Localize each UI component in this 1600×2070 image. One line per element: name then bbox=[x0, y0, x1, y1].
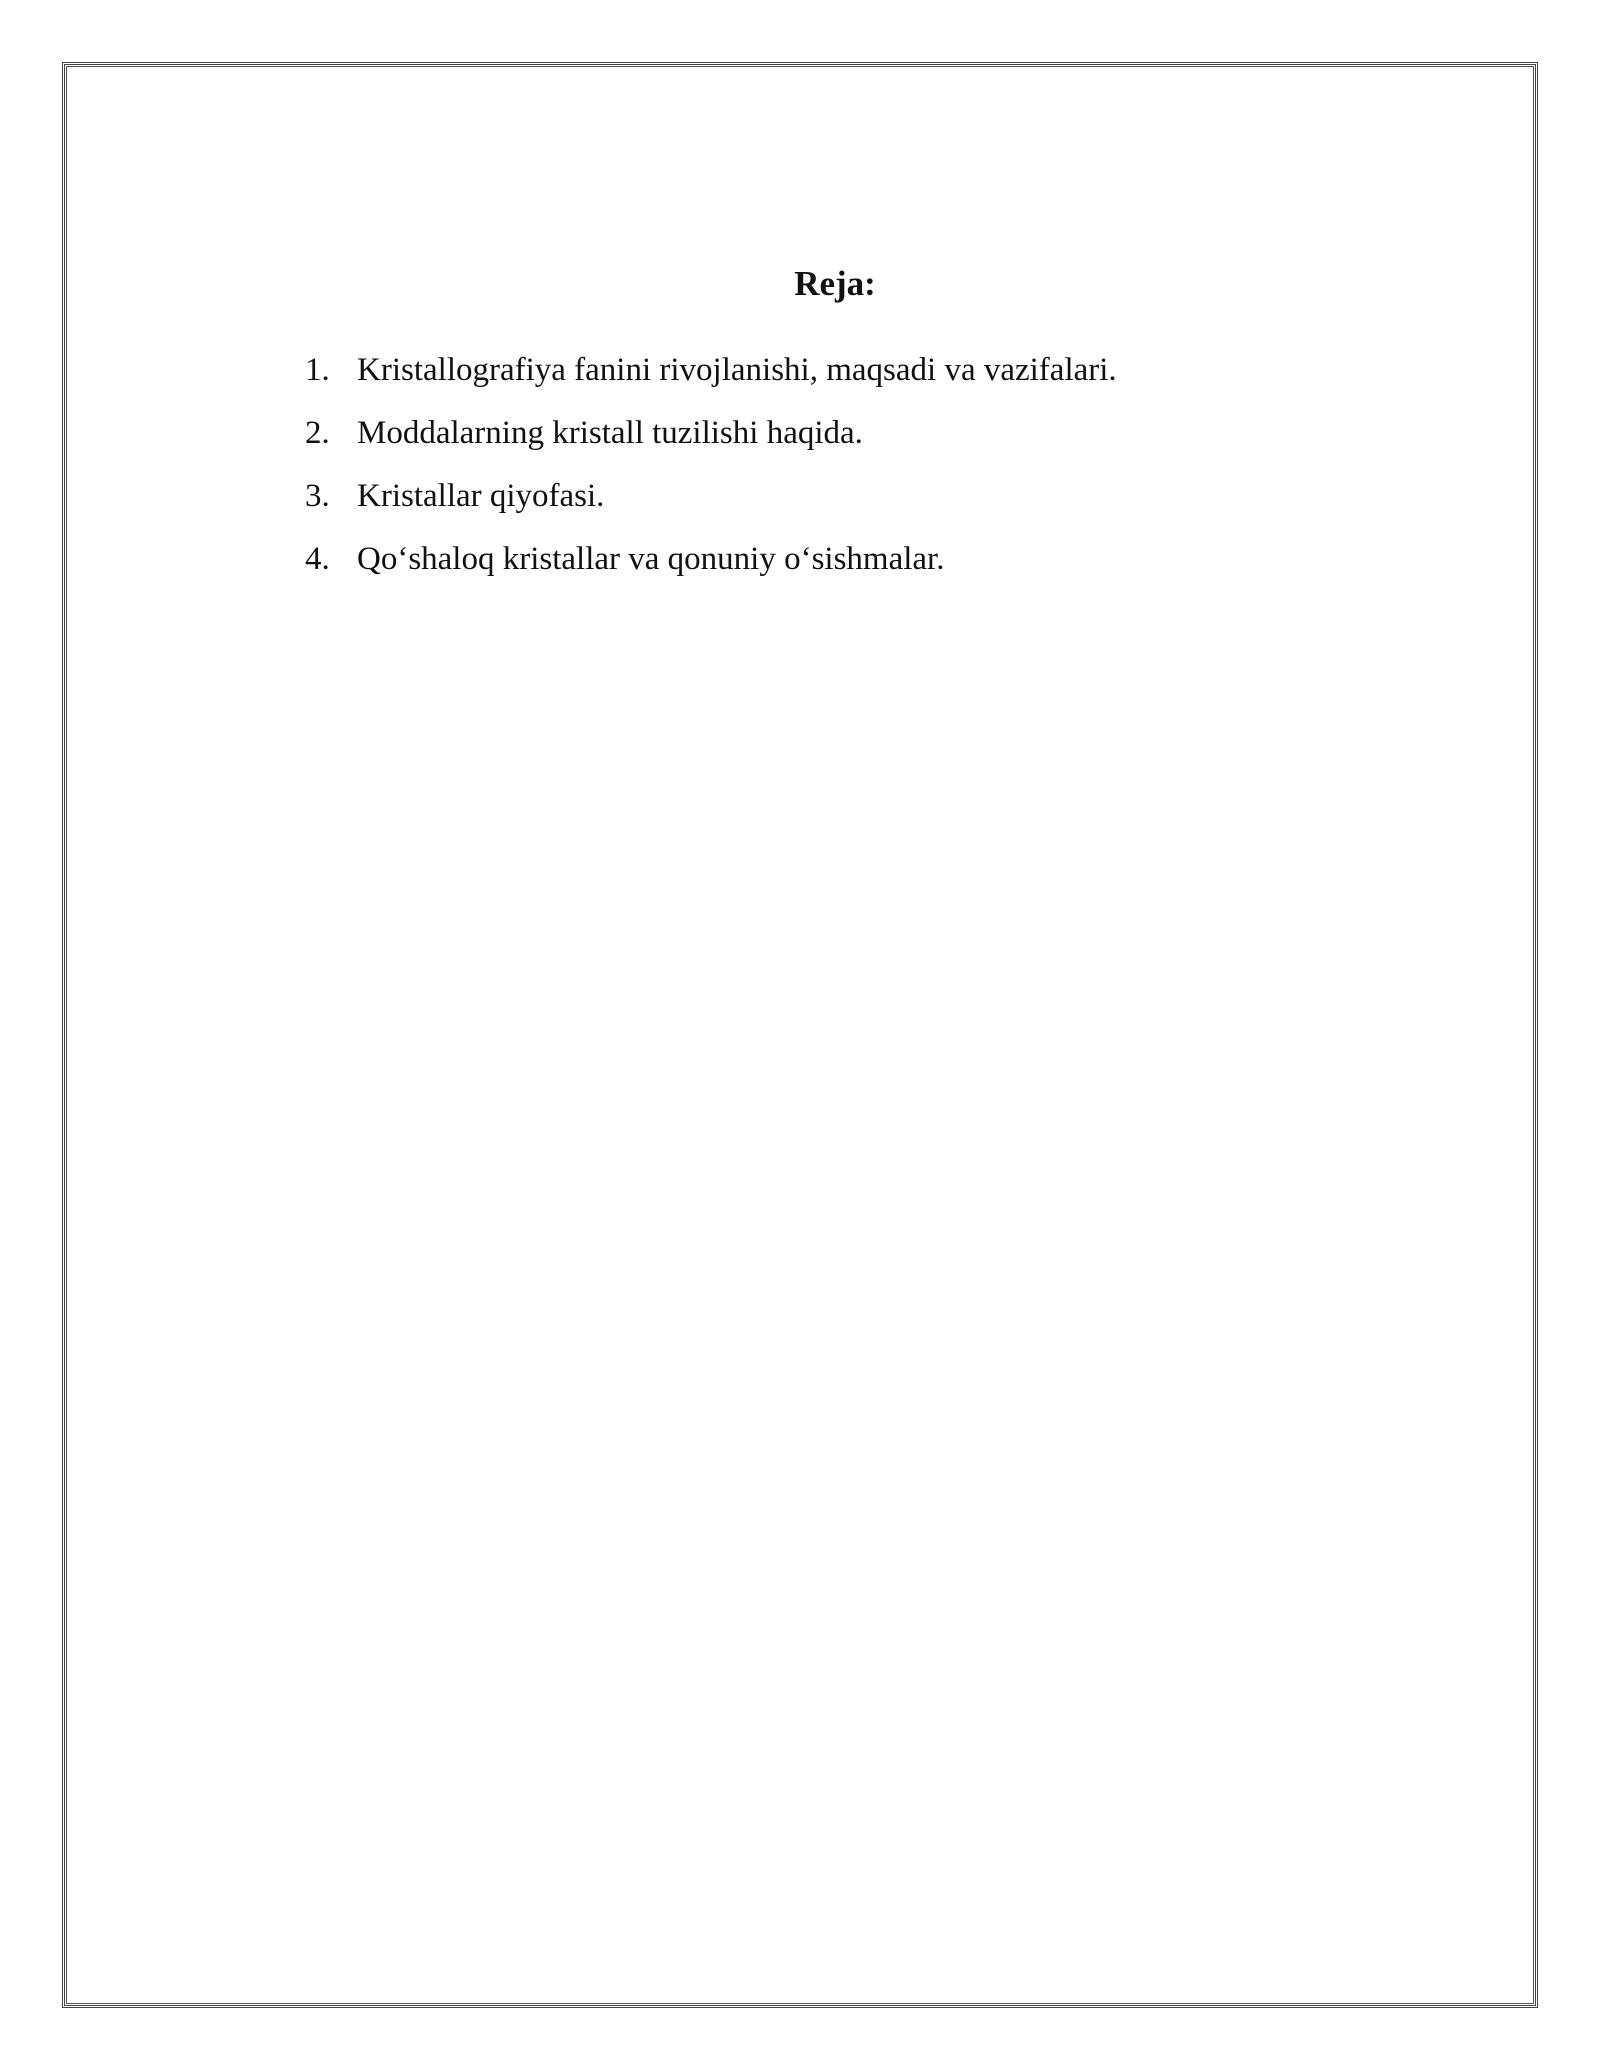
list-item-number: 2. bbox=[305, 415, 330, 451]
list-item bbox=[305, 476, 1117, 516]
list-item-text: Qo‘shaloq kristallar va qonuniy o‘sishmalar. bbox=[357, 541, 945, 577]
list-item-number: 1. bbox=[305, 352, 330, 388]
list-item bbox=[305, 413, 1117, 453]
list-item-text: Moddalarning kristall tuzilishi haqida. bbox=[357, 415, 863, 451]
list-item bbox=[305, 539, 1117, 579]
list-item-text: Kristallar qiyofasi. bbox=[357, 478, 605, 514]
list-item-text: Kristallografiya fanini rivojlanishi, maqsadi va vazifalari. bbox=[357, 352, 1117, 388]
plan-list bbox=[305, 350, 1117, 602]
list-item bbox=[305, 350, 1117, 390]
list-item-number: 3. bbox=[305, 478, 330, 514]
list-item-number: 4. bbox=[305, 541, 330, 577]
page-title: Reja: bbox=[794, 264, 876, 303]
